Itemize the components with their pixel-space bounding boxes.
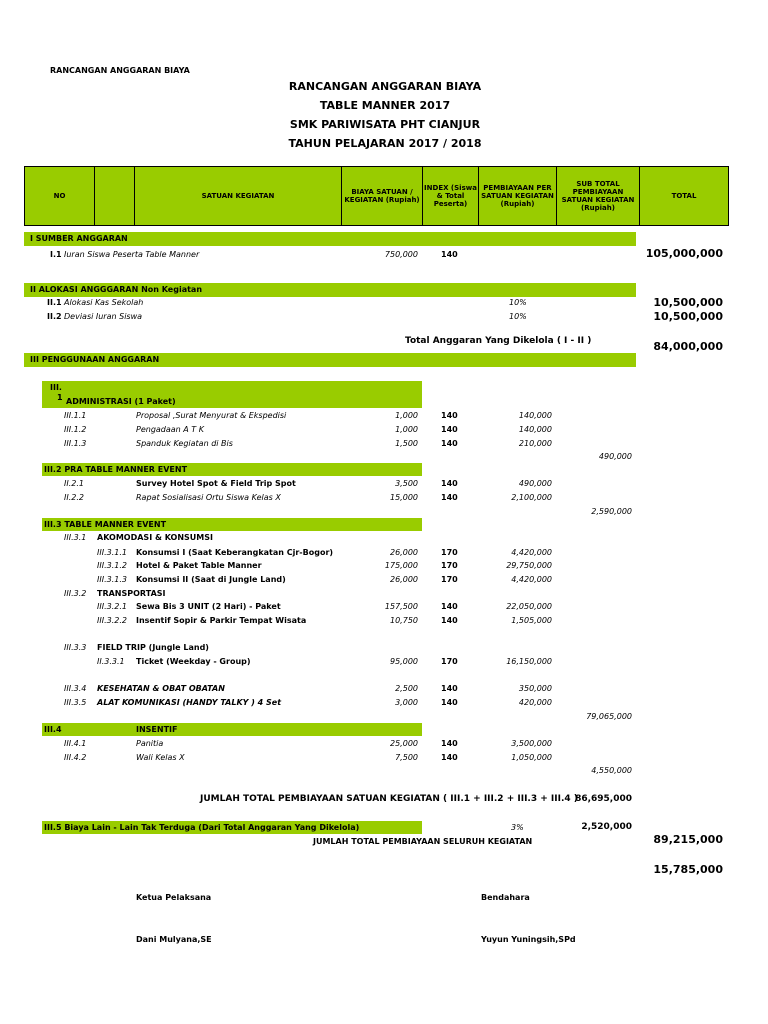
row-index: 140 [441, 493, 458, 502]
group-code: III.3.2 [64, 589, 87, 598]
group-code: III.3.3 [64, 643, 87, 652]
row-code: II.2 [47, 312, 62, 321]
row-desc: Spanduk Kegiatan di Bis [136, 439, 233, 448]
row-code: III.3.4 [64, 684, 87, 693]
row-index: 140 [441, 753, 458, 762]
sub-1-code-b: 1 [57, 393, 63, 402]
row-desc: Ticket (Weekday - Group) [136, 657, 251, 666]
row-index: 170 [441, 561, 458, 570]
row-unit: 750,000 [384, 250, 418, 259]
jumlah-value: 86,695,000 [575, 794, 632, 804]
row-amount: 4,420,000 [511, 575, 552, 584]
row-code: III.3.1.3 [97, 575, 127, 584]
row-desc: Konsumsi I (Saat Keberangkatan Cjr-Bogor) [136, 548, 334, 557]
row-amount: 1,505,000 [511, 616, 552, 625]
row-code: II.3.3.1 [97, 657, 125, 666]
header-total: TOTAL [639, 166, 729, 226]
row-unit: 26,000 [390, 575, 418, 584]
section-2-summary-total: 84,000,000 [653, 340, 723, 353]
row-unit: 10,750 [390, 616, 418, 625]
sub-5-amount: 2,520,000 [581, 822, 632, 832]
row-code: III.4.2 [64, 753, 87, 762]
row-desc: Konsumsi II (Saat di Jungle Land) [136, 575, 286, 584]
row-code: III.1.1 [64, 411, 87, 420]
row-unit: 175,000 [384, 561, 418, 570]
row-total: 10,500,000 [653, 310, 723, 323]
row-code: II.1 [47, 298, 62, 307]
row-desc: Iuran Siswa Peserta Table Manner [64, 250, 200, 259]
row-desc: Alokasi Kas Sekolah [64, 298, 144, 307]
group-code: III.3.1 [64, 533, 87, 542]
row-amount: 4,420,000 [511, 548, 552, 557]
row-unit: 1,500 [395, 439, 418, 448]
header-blank [94, 166, 135, 226]
row-amount: 2,100,000 [511, 493, 552, 502]
jumlah-label: JUMLAH TOTAL PEMBIAYAAN SATUAN KEGIATAN ( III.1 + III.2 + III.3 + III.4 ) [200, 794, 578, 804]
row-index: 140 [441, 739, 458, 748]
row-code: II.2.2 [64, 493, 84, 502]
title-line-3: SMK PARIWISATA PHT CIANJUR [289, 118, 481, 131]
sub-5-percent: 3% [511, 823, 524, 832]
corner-title: RANCANGAN ANGGARAN BIAYA [50, 66, 190, 75]
sub-3-label: III.3 TABLE MANNER EVENT [44, 520, 167, 529]
header-satuan: SATUAN KEGIATAN [134, 166, 342, 226]
sub-2-label: III.2 PRA TABLE MANNER EVENT [44, 465, 188, 474]
row-unit: 1,000 [395, 411, 418, 420]
row-desc: Hotel & Paket Table Manner [136, 561, 262, 570]
sub-5-label: III.5 Biaya Lain - Lain Tak Terduga (Dari Total Anggaran Yang Dikelola) [44, 823, 360, 832]
row-desc: Wali Kelas X [136, 753, 185, 762]
title-line-2: TABLE MANNER 2017 [319, 99, 451, 112]
row-index: 170 [441, 548, 458, 557]
sub-4-bar [42, 723, 422, 736]
row-code: III.3.1.1 [97, 548, 127, 557]
row-desc: Sewa Bis 3 UNIT (2 Hari) - Paket [136, 602, 281, 611]
row-amount: 1,050,000 [511, 753, 552, 762]
title-line-4: TAHUN PELAJARAN 2017 / 2018 [288, 137, 482, 150]
signature-right-name: Yuyun Yuningsih,SPd [481, 935, 576, 944]
row-amount: 140,000 [518, 425, 552, 434]
signature-left-name: Dani Mulyana,SE [136, 935, 212, 944]
row-amount: 210,000 [518, 439, 552, 448]
row-index: 140 [441, 684, 458, 693]
row-code: III.3.1.2 [97, 561, 127, 570]
row-desc: Deviasi Iuran Siswa [64, 312, 143, 321]
row-unit: 2,500 [395, 684, 418, 693]
header-no: NO [24, 166, 95, 226]
sub-4-code: III.4 [44, 725, 62, 734]
row-unit: 25,000 [390, 739, 418, 748]
row-index: 170 [441, 657, 458, 666]
row-desc: KESEHATAN & OBAT OBATAN [97, 684, 225, 693]
row-unit: 157,500 [384, 602, 418, 611]
row-amount: 350,000 [518, 684, 552, 693]
row-amount: 3,500,000 [511, 739, 552, 748]
row-desc: Panitia [136, 739, 164, 748]
row-code: III.1.2 [64, 425, 87, 434]
row-code: III.4.1 [64, 739, 87, 748]
section-3-label: III PENGGUNAAN ANGGARAN [30, 355, 160, 364]
sub-1-label: ADMINISTRASI (1 Paket) [66, 397, 176, 406]
row-code: III.3.5 [64, 698, 87, 707]
row-percent: 10% [509, 312, 527, 321]
signature-left-role: Ketua Pelaksana [136, 893, 212, 902]
group-label: TRANSPORTASI [97, 589, 166, 598]
row-unit: 1,000 [395, 425, 418, 434]
row-total: 10,500,000 [653, 296, 723, 309]
remaining-total: 15,785,000 [653, 863, 723, 876]
row-desc: Pengadaan A T K [136, 425, 204, 434]
row-index: 140 [441, 411, 458, 420]
grand-total: 89,215,000 [653, 833, 723, 846]
sub-2-subtotal: 2,590,000 [591, 507, 632, 516]
row-desc: Survey Hotel Spot & Field Trip Spot [136, 479, 296, 488]
row-index: 140 [441, 602, 458, 611]
row-unit: 7,500 [395, 753, 418, 762]
row-code: II.2.1 [64, 479, 84, 488]
header-index: INDEX (Siswa & Total Peserta) [422, 166, 479, 226]
row-index: 140 [441, 616, 458, 625]
row-index: 140 [441, 425, 458, 434]
row-desc: Proposal ,Surat Menyurat & Ekspedisi [136, 411, 287, 420]
row-code: III.3.2.2 [97, 616, 127, 625]
row-amount: 420,000 [518, 698, 552, 707]
row-desc: Insentif Sopir & Parkir Tempat Wisata [136, 616, 307, 625]
section-2-label: II ALOKASI ANGGGARAN Non Kegiatan [30, 285, 203, 294]
row-amount: 490,000 [518, 479, 552, 488]
sub-1-subtotal: 490,000 [598, 452, 632, 461]
row-desc: ALAT KOMUNIKASI (HANDY TALKY ) 4 Set [97, 698, 282, 707]
row-code: III.1.3 [64, 439, 87, 448]
row-index: 140 [441, 439, 458, 448]
row-amount: 22,050,000 [506, 602, 552, 611]
row-unit: 3,000 [395, 698, 418, 707]
header-pembiayaan: PEMBIAYAAN PER SATUAN KEGIATAN (Rupiah) [478, 166, 557, 226]
row-code: I.1 [50, 250, 62, 259]
row-unit: 3,500 [395, 479, 418, 488]
header-biaya: BIAYA SATUAN / KEGIATAN (Rupiah) [341, 166, 423, 226]
row-index: 140 [441, 250, 458, 259]
sub-1-code-a: III. [50, 383, 62, 392]
section-2-summary-label: Total Anggaran Yang Dikelola ( I - II ) [405, 336, 592, 346]
sub-3-subtotal: 79,065,000 [586, 712, 632, 721]
row-unit: 95,000 [390, 657, 418, 666]
row-desc: Rapat Sosialisasi Ortu Siswa Kelas X [136, 493, 281, 502]
row-code: III.3.2.1 [97, 602, 127, 611]
row-amount: 140,000 [518, 411, 552, 420]
row-percent: 10% [509, 298, 527, 307]
row-index: 140 [441, 479, 458, 488]
signature-right-role: Bendahara [481, 893, 530, 902]
row-index: 140 [441, 698, 458, 707]
section-1-label: I SUMBER ANGGARAN [30, 234, 128, 243]
row-amount: 29,750,000 [506, 561, 552, 570]
group-label: FIELD TRIP (Jungle Land) [97, 643, 209, 652]
sub-4-label: INSENTIF [136, 725, 178, 734]
group-label: AKOMODASI & KONSUMSI [97, 533, 214, 542]
section-1-total: 105,000,000 [645, 247, 723, 260]
grand-label: JUMLAH TOTAL PEMBIAYAAN SELURUH KEGIATAN [313, 837, 533, 846]
row-index: 170 [441, 575, 458, 584]
row-unit: 15,000 [390, 493, 418, 502]
row-unit: 26,000 [390, 548, 418, 557]
header-subtotal: SUB TOTAL PEMBIAYAAN SATUAN KEGIATAN (Rupiah) [556, 166, 640, 226]
sub-4-subtotal: 4,550,000 [591, 766, 632, 775]
title-line-1: RANCANGAN ANGGARAN BIAYA [288, 80, 482, 93]
row-amount: 16,150,000 [506, 657, 552, 666]
